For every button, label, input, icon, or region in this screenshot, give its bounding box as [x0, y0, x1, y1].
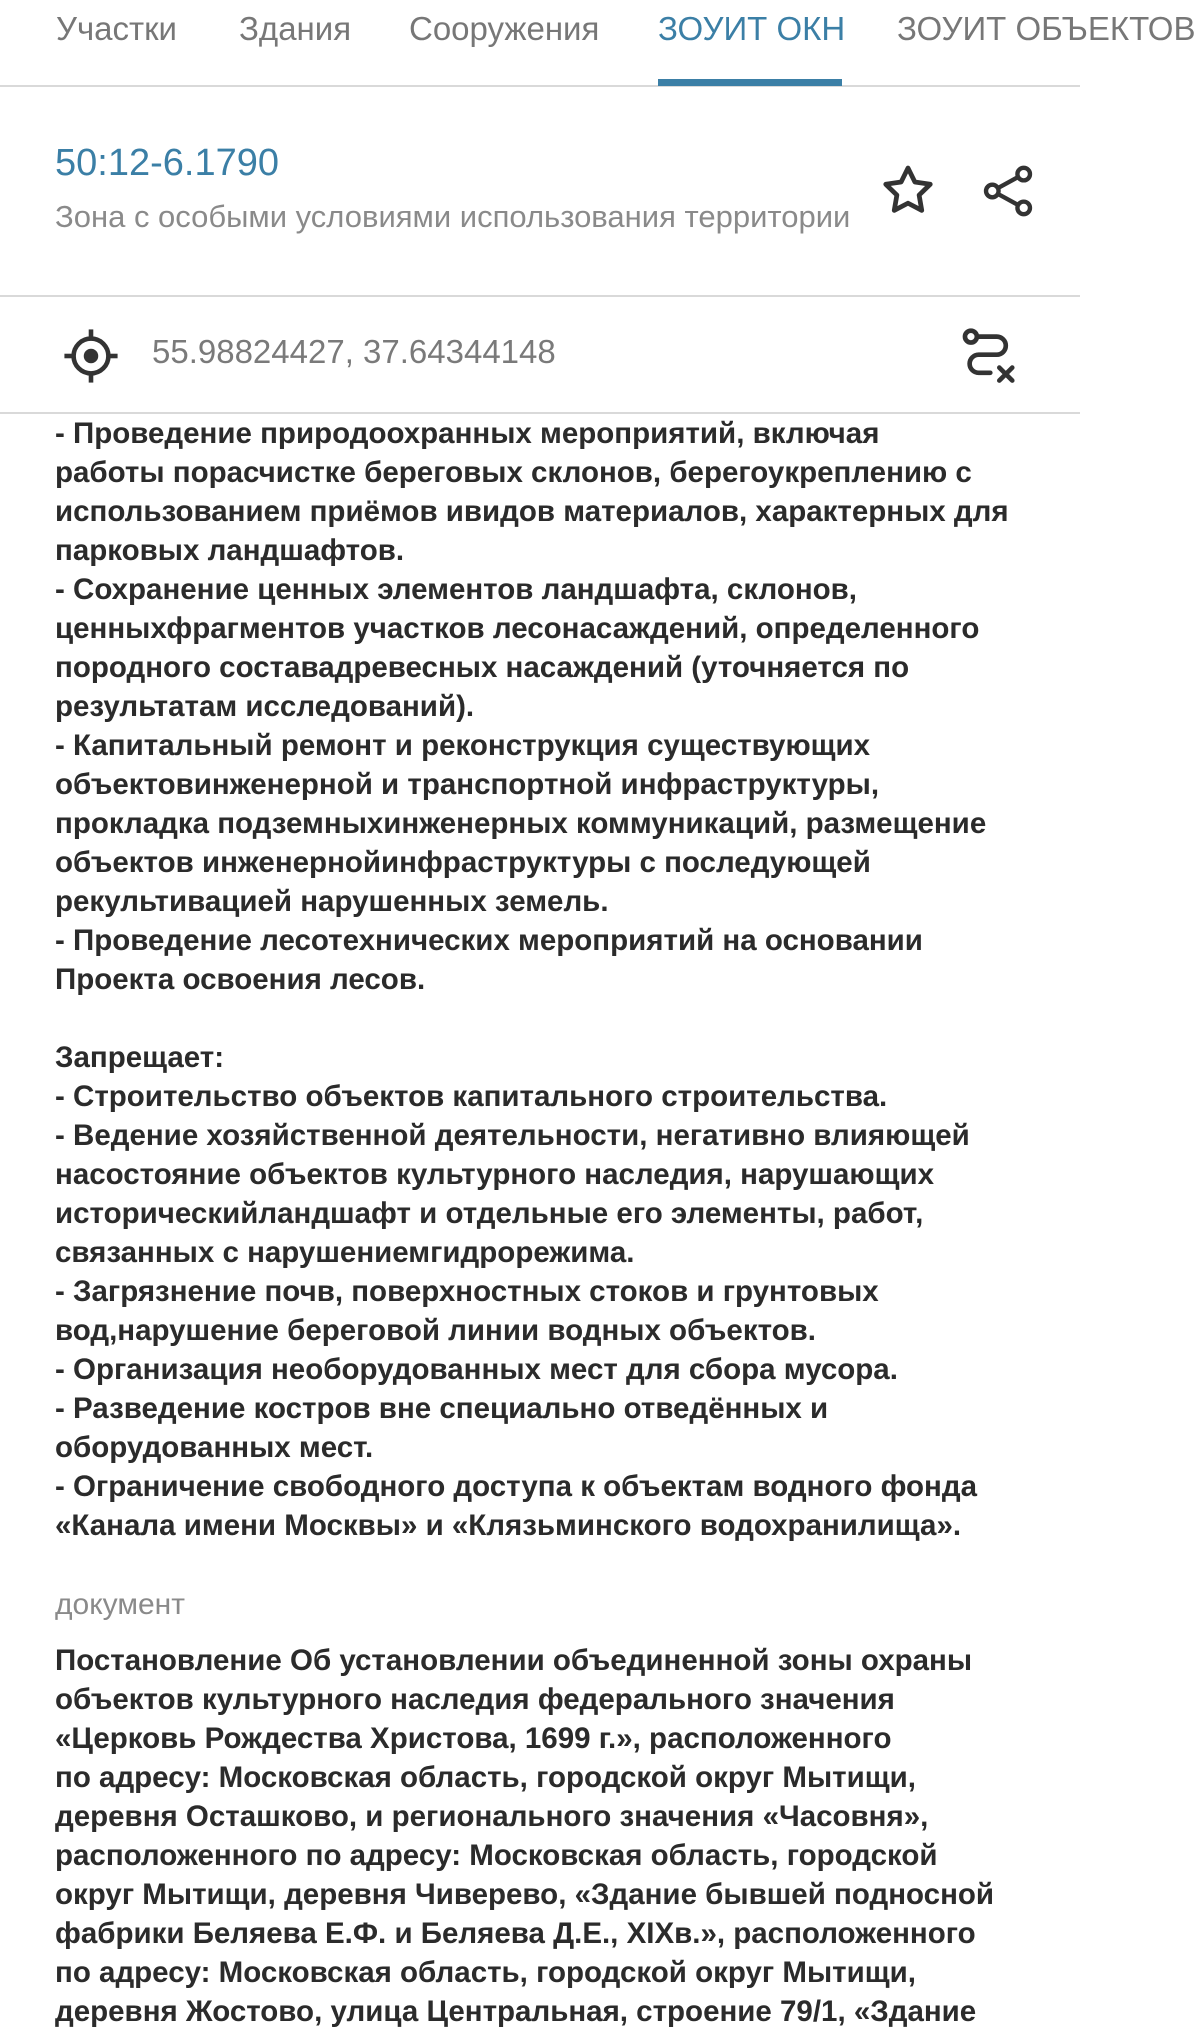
document-label: документ	[55, 1588, 185, 1621]
zone-type-label: Зона с особыми условиями использования территории	[55, 199, 851, 234]
text-line: парковых ландшафтов.	[55, 534, 405, 567]
document-line: деревня Осташково, и регионального значения «Часовня»,	[55, 1800, 929, 1833]
text-line: рекультивацией нарушенных земель.	[55, 885, 609, 918]
tab-bar	[0, 0, 1195, 87]
tab-parcels[interactable]: Участки	[56, 10, 177, 47]
tab-zouit-okn[interactable]	[658, 0, 846, 86]
text-line: объектовинженерной и транспортной инфраструктуры,	[55, 768, 880, 801]
text-line: объектов инженернойинфраструктуры с последующей	[55, 846, 871, 879]
target-icon[interactable]	[62, 327, 120, 385]
document-line: фабрики Беляева Е.Ф. и Беляева Д.Е., XIXв.», расположенного	[55, 1917, 976, 1950]
text-line: породного составадревесных насаждений (уточняется по	[55, 651, 910, 684]
favorite-button[interactable]	[876, 159, 940, 223]
tab-zouit-okn-label: ЗОУИТ ОКН	[658, 10, 846, 47]
text-line: - Проведение лесотехнических мероприятий на основании	[55, 924, 923, 957]
text-line: - Ведение хозяйственной деятельности, негативно влияющей	[55, 1119, 970, 1152]
text-line: историческийландшафт и отдельные его элементы, работ,	[55, 1197, 924, 1230]
star-icon	[878, 161, 938, 221]
document-line: по адресу: Московская область, городской округ Мытищи,	[55, 1761, 916, 1794]
text-line: ценныхфрагментов участков лесонасаждений, определенного	[55, 612, 980, 645]
text-line: насостояние объектов культурного наследия, нарушающих	[55, 1158, 935, 1191]
tab-zouit-objects[interactable]: ЗОУИТ ОБЪЕКТОВ	[897, 10, 1195, 47]
share-button[interactable]	[976, 159, 1040, 223]
document-line: объектов культурного наследия федерального значения	[55, 1683, 895, 1716]
text-line: - Организация необорудованных мест для сбора мусора.	[55, 1353, 898, 1386]
blank-line	[55, 999, 1077, 1038]
zone-description	[55, 414, 1077, 1545]
document-line: Постановление Об установлении объединенной зоны охраны	[55, 1644, 973, 1677]
document-line: расположенного по адресу: Московская область, городской	[55, 1839, 938, 1872]
coordinates-row	[0, 297, 1080, 414]
document-line: деревня Жостово, улица Центральная, строение 79/1, «Здание	[55, 1995, 977, 2028]
text-line: связанных с нарушениемгидрорежима.	[55, 1236, 635, 1269]
text-line: - Загрязнение почв, поверхностных стоков и грунтовых	[55, 1275, 879, 1308]
text-line: - Проведение природоохранных мероприятий, включая	[55, 417, 880, 450]
tab-buildings[interactable]: Здания	[239, 10, 352, 47]
prohibits-heading: Запрещает:	[55, 1041, 225, 1074]
text-line: - Разведение костров вне специально отведённых и	[55, 1392, 829, 1425]
active-tab-indicator	[658, 79, 842, 86]
text-line: прокладка подземныхинженерных коммуникаций, размещение	[55, 807, 987, 840]
text-line: «Канала имени Москвы» и «Клязьминского водохранилища».	[55, 1509, 962, 1542]
text-line: работы порасчистке береговых склонов, берегоукреплению с	[55, 456, 972, 489]
document-text	[55, 1641, 1077, 2031]
coordinates-value[interactable]: 55.98824427, 37.64344148	[152, 333, 556, 370]
text-line: Проекта освоения лесов.	[55, 963, 426, 996]
document-line: округ Мытищи, деревня Чиверево, «Здание бывшей подносной	[55, 1878, 995, 1911]
document-line: «Церковь Рождества Христова, 1699 г.», расположенного	[55, 1722, 892, 1755]
text-line: оборудованных мест.	[55, 1431, 374, 1464]
cadastral-number: 50:12-6.1790	[55, 142, 279, 184]
tab-structures[interactable]: Сооружения	[409, 10, 600, 47]
text-line: вод,нарушение береговой линии водных объектов.	[55, 1314, 816, 1347]
document-line: по адресу: Московская область, городской округ Мытищи,	[55, 1956, 916, 1989]
text-line: использованием приёмов ивидов материалов, характерных для	[55, 495, 1009, 528]
route-icon[interactable]	[958, 325, 1020, 387]
text-line: результатам исследований).	[55, 690, 475, 723]
object-header	[0, 87, 1080, 297]
text-line: - Капитальный ремонт и реконструкция существующих	[55, 729, 871, 762]
text-line: - Строительство объектов капитального строительства.	[55, 1080, 888, 1113]
share-icon	[979, 162, 1037, 220]
text-line: - Ограничение свободного доступа к объектам водного фонда	[55, 1470, 978, 1503]
text-line: - Сохранение ценных элементов ландшафта, склонов,	[55, 573, 858, 606]
